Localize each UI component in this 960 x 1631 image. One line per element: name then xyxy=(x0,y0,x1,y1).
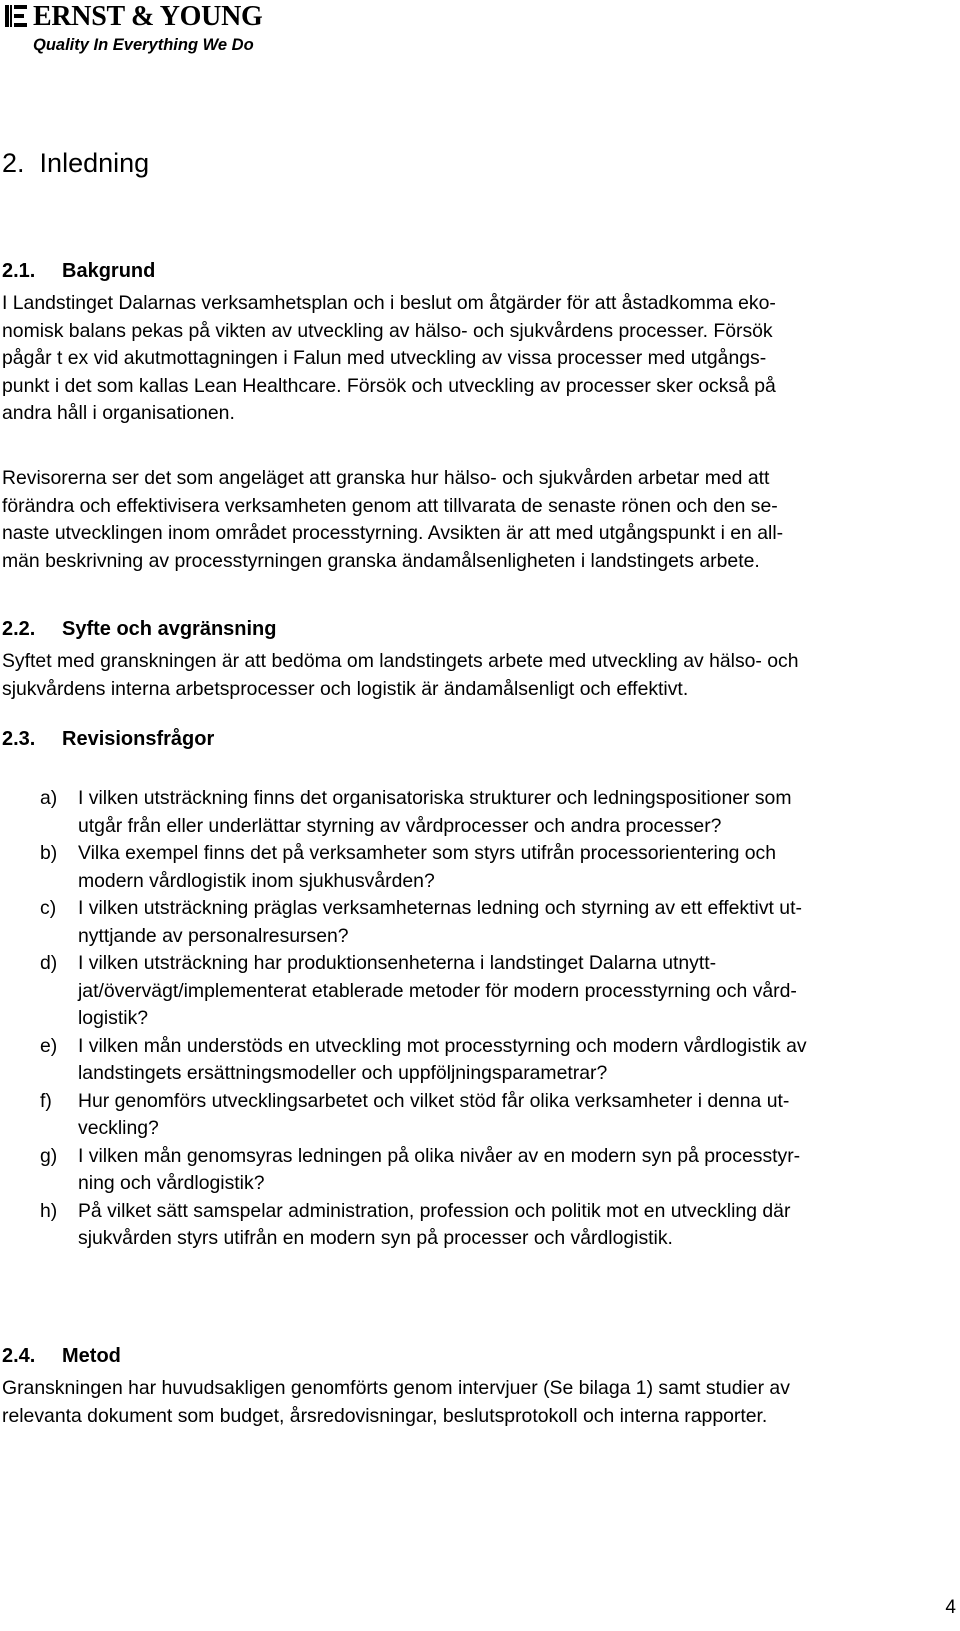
list-item xyxy=(2,1033,957,1088)
ernst-young-logo xyxy=(3,0,263,58)
text-line: relevanta dokument som budget, årsredovisningar, beslutsprotokoll och interna rapporter. xyxy=(2,1404,768,1427)
section-number: 2.4. xyxy=(2,1345,36,1367)
section-title: Metod xyxy=(62,1345,121,1367)
list-item-letter: c) xyxy=(40,897,57,919)
question-list xyxy=(2,785,957,1253)
text-line: I Landstinget Dalarnas verksamhetsplan och i beslut om åtgärder för att åstadkomma eko- xyxy=(2,292,776,314)
text-line: andra håll i organisationen. xyxy=(2,402,235,424)
section-title: Syfte och avgränsning xyxy=(62,618,277,640)
text-line: punkt i det som kallas Lean Healthcare. Försök och utveckling av processer sker också på xyxy=(2,374,776,397)
text-line: På vilket sätt samspelar administration, profession och politik mot en utveckling där xyxy=(78,1199,791,1222)
list-item xyxy=(2,950,957,1033)
text-line: nomisk balans pekas på vikten av utveckling av hälso- och sjukvårdens processer. Försök xyxy=(2,319,773,342)
paragraph-bakgrund-1 xyxy=(2,290,957,428)
chapter-number: 2. xyxy=(2,148,25,178)
text-line: Hur genomförs utvecklingsarbetet och vilket stöd får olika verksamheter i denna ut- xyxy=(78,1089,790,1112)
text-line: I vilken mån genomsyras ledningen på olika nivåer av en modern syn på processtyr- xyxy=(78,1144,801,1167)
logo-company-name: ERNST & YOUNG xyxy=(33,1,263,32)
chapter-title: Inledning xyxy=(39,148,150,178)
text-line: veckling? xyxy=(78,1117,159,1139)
logo-tagline: Quality In Everything We Do xyxy=(33,36,254,54)
text-line: I vilken utsträckning har produktionsenheterna i landstinget Dalarna utnytt- xyxy=(78,952,717,974)
text-line: jat/övervägt/implementerat etablerade metoder för modern processtyrning och vård- xyxy=(78,979,797,1002)
text-line: män beskrivning av processtyrningen granska ändamålsenligheten i landstingets arbete. xyxy=(2,549,760,572)
section-number: 2.3. xyxy=(2,728,36,750)
section-heading-bakgrund xyxy=(2,260,155,283)
list-item-letter: h) xyxy=(40,1199,58,1222)
text-line: I vilken utsträckning finns det organisatoriska strukturer och ledningspositioner som xyxy=(78,787,792,809)
ey-logo-mark-icon xyxy=(3,2,29,30)
text-line: pågår t ex vid akutmottagningen i Falun med utveckling av vissa processer med utgångs- xyxy=(2,347,767,369)
text-line: nyttjande av personalresursen? xyxy=(78,924,349,947)
text-line: Revisorerna ser det som angeläget att granska hur hälso- och sjukvården arbetar med att xyxy=(2,467,770,489)
list-item xyxy=(2,1198,957,1253)
text-line: Vilka exempel finns det på verksamheter som styrs utifrån processorientering och xyxy=(78,842,777,864)
section-heading-revisionsfragor xyxy=(2,728,214,751)
text-line: Syftet med granskningen är att bedöma om landstingets arbete med utveckling av hälso- och xyxy=(2,650,799,672)
text-line: sjukvården styrs utifrån en modern syn på processer och vårdlogistik. xyxy=(78,1227,673,1249)
text-line: ning och vårdlogistik? xyxy=(78,1172,265,1194)
text-line: I vilken utsträckning präglas verksamheternas ledning och styrning av ett effektivt ut- xyxy=(78,897,802,919)
paragraph-syfte xyxy=(2,648,957,703)
section-title: Revisionsfrågor xyxy=(62,728,215,750)
page-number: 4 xyxy=(945,1597,956,1618)
text-line: naste utvecklingen inom området processtyrning. Avsikten är att med utgångspunkt i en all- xyxy=(2,522,784,544)
list-item-letter: a) xyxy=(40,787,58,809)
text-line: landstingets ersättningsmodeller och uppföljningsparametrar? xyxy=(78,1062,608,1084)
text-line: förändra och effektivisera verksamheten genom att tillvarata de senaste rönen och den se- xyxy=(2,494,778,517)
paragraph-metod xyxy=(2,1375,957,1430)
text-line: sjukvårdens interna arbetsprocesser och logistik är ändamålsenligt och effektivt. xyxy=(2,677,689,700)
section-heading-syfte xyxy=(2,618,277,641)
list-item-letter: d) xyxy=(40,952,58,974)
section-number: 2.2. xyxy=(2,618,36,640)
text-line: modern vårdlogistik inom sjukhusvården? xyxy=(78,869,435,892)
list-item xyxy=(2,1088,957,1143)
text-line: I vilken mån understöds en utveckling mot processtyrning och modern vårdlogistik av xyxy=(78,1034,807,1057)
list-item-letter: g) xyxy=(40,1144,58,1167)
list-item-letter: b) xyxy=(40,842,58,864)
list-item xyxy=(2,840,957,895)
chapter-heading xyxy=(2,148,149,179)
text-line: logistik? xyxy=(78,1007,149,1029)
text-line: Granskningen har huvudsakligen genomförts genom intervjuer (Se bilaga 1) samt studier av xyxy=(2,1377,790,1399)
text-line: utgår från eller underlättar styrning av vårdprocesser och andra processer? xyxy=(78,814,722,837)
list-item-letter: f) xyxy=(40,1089,52,1112)
paragraph-bakgrund-2 xyxy=(2,465,957,575)
section-heading-metod xyxy=(2,1345,121,1368)
list-item-letter: e) xyxy=(40,1034,58,1057)
section-title: Bakgrund xyxy=(62,260,156,282)
list-item xyxy=(2,895,957,950)
list-item xyxy=(2,785,957,840)
list-item xyxy=(2,1143,957,1198)
section-number: 2.1. xyxy=(2,260,36,282)
